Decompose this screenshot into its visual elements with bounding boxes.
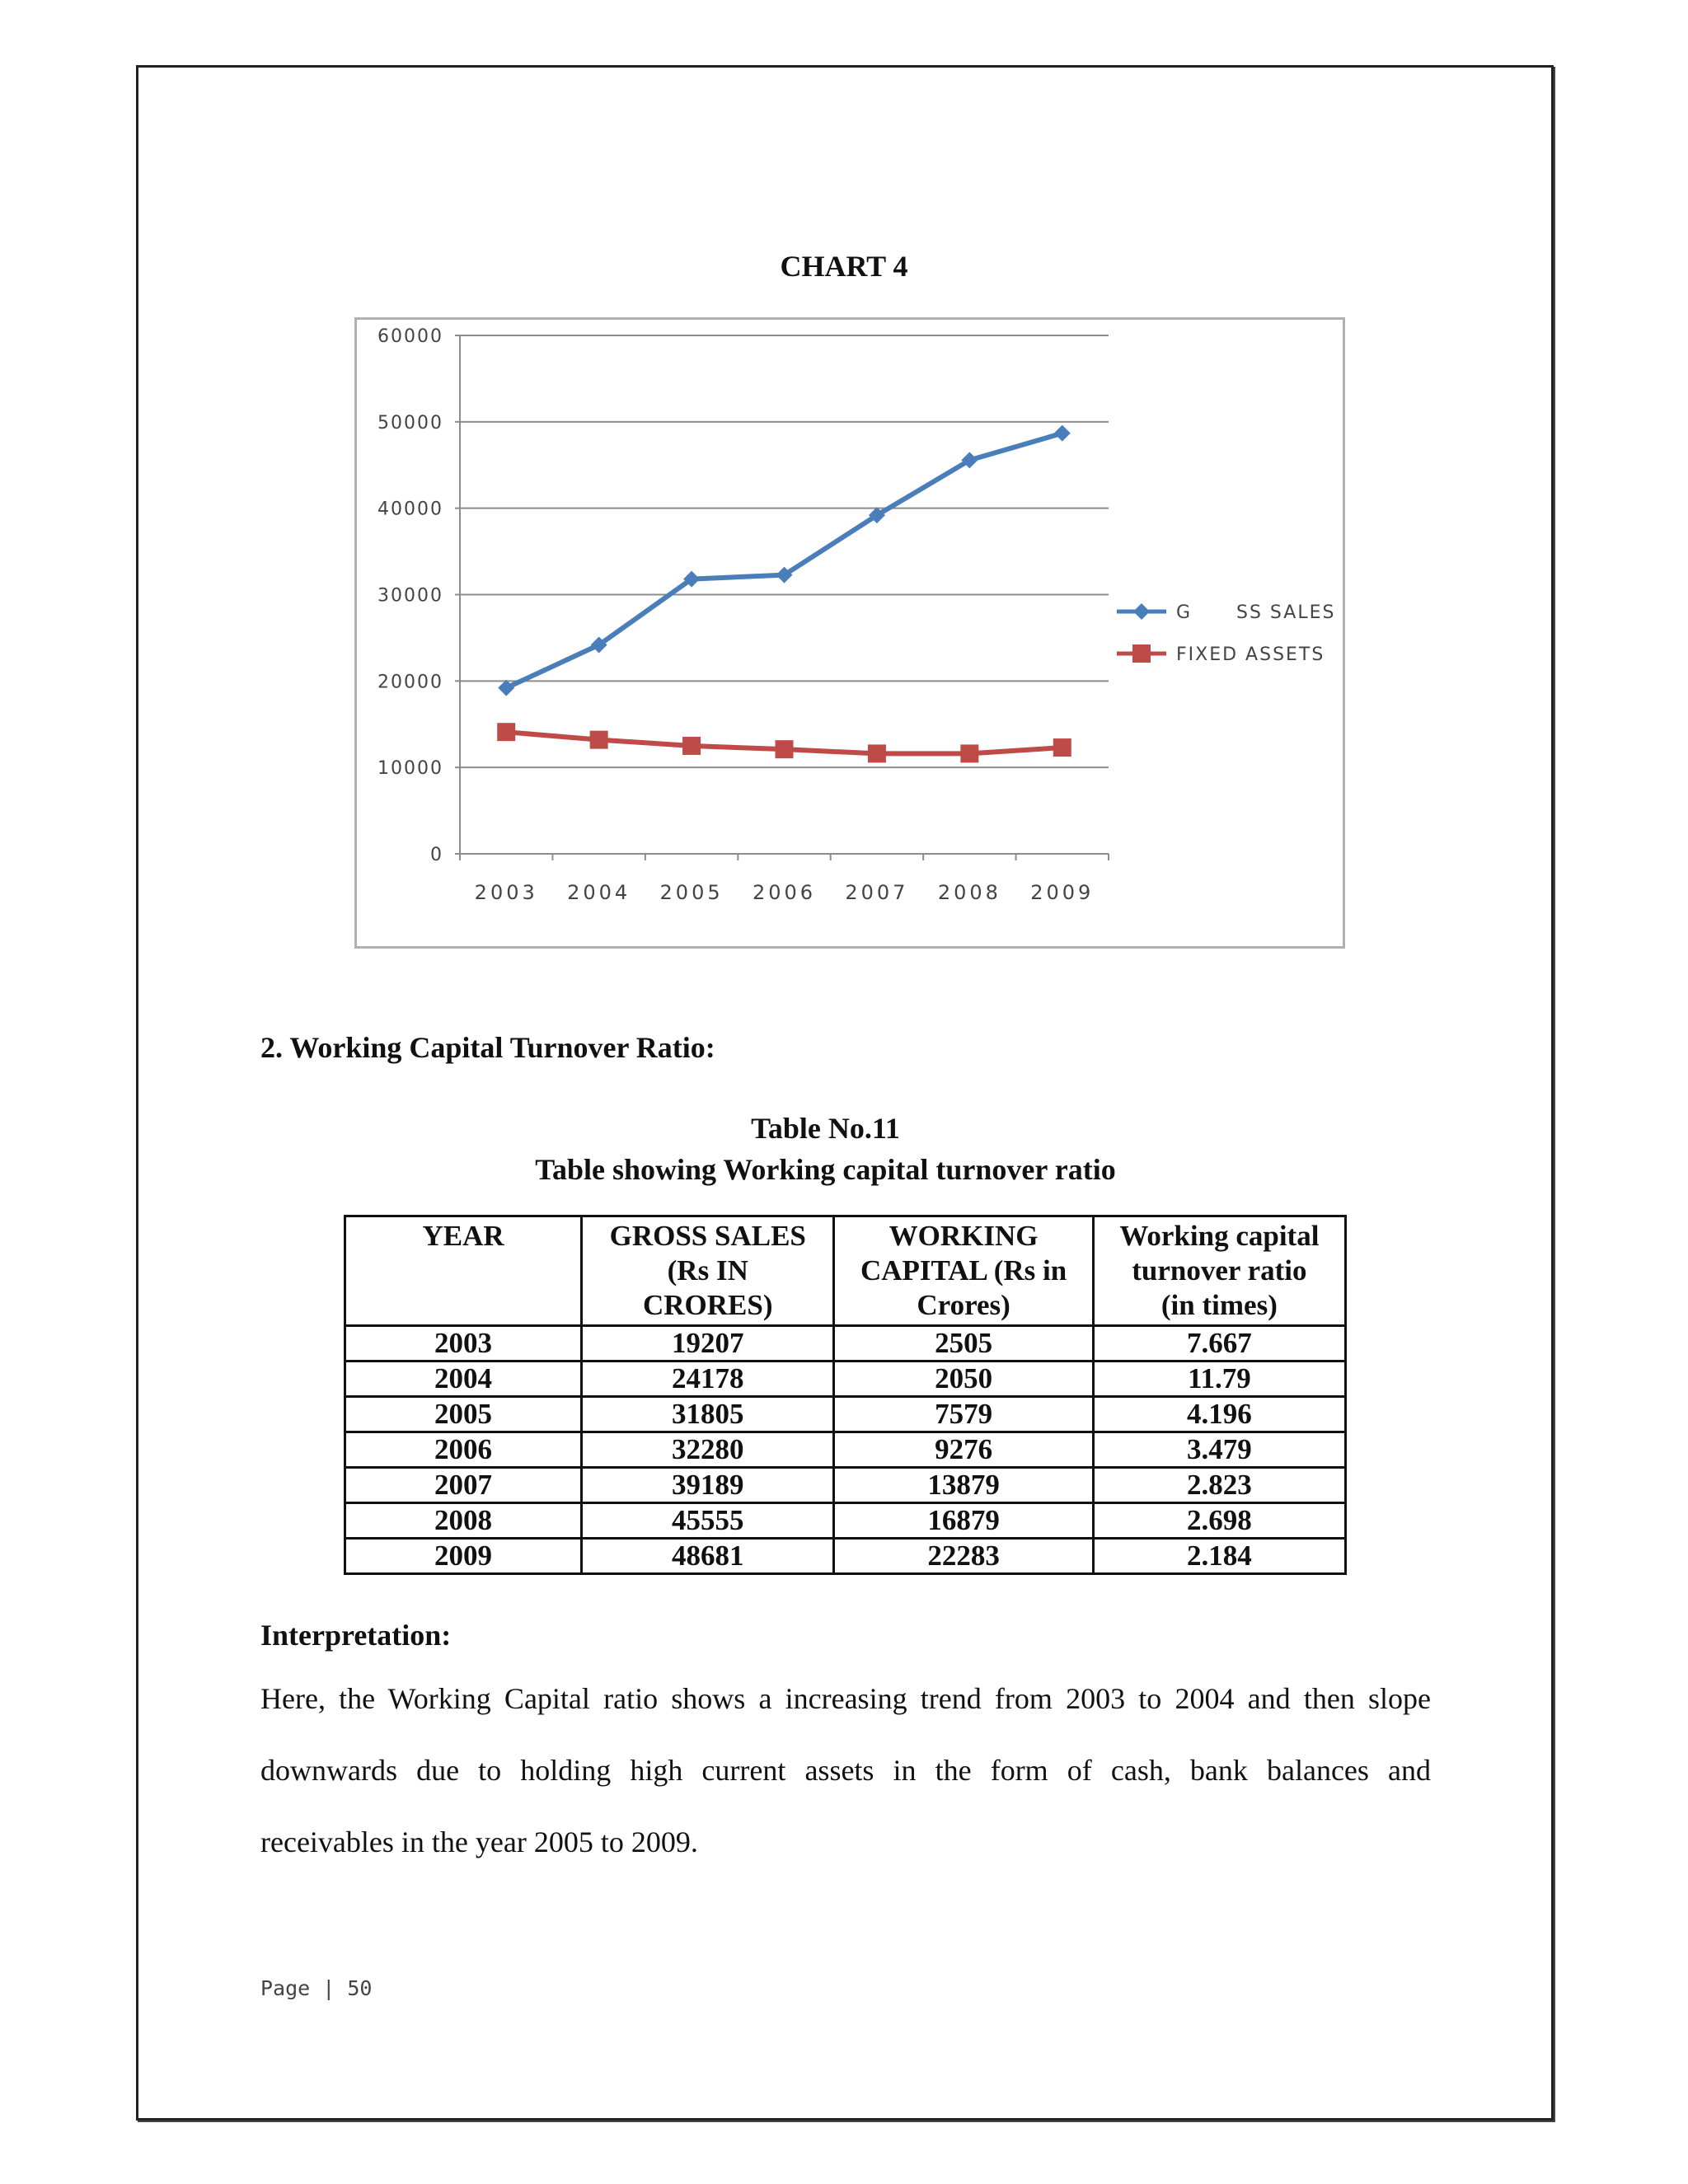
data-point-series-1 [1054, 425, 1071, 442]
table-caption: Table showing Working capital turnover ratio [535, 1153, 1116, 1186]
cell-working-capital: 2505 [834, 1326, 1093, 1361]
cell-gross-sales: 32280 [582, 1432, 834, 1468]
x-tick-label: 2003 [474, 881, 538, 904]
header-year: YEAR [345, 1216, 582, 1326]
working-capital-table [344, 1215, 1347, 1575]
chart-heading: CHART 4 [780, 250, 908, 283]
y-tick-label: 30000 [377, 585, 443, 607]
section-heading: 2. Working Capital Turnover Ratio: [260, 1031, 715, 1064]
y-tick-label: 50000 [377, 412, 443, 434]
data-point-series-2 [682, 737, 701, 755]
x-tick-label: 2009 [1030, 881, 1095, 904]
cell-working-capital: 2050 [834, 1361, 1093, 1397]
cell-turnover-ratio: 7.667 [1093, 1326, 1345, 1361]
table-header-row [345, 1216, 1346, 1326]
table-row [345, 1468, 1346, 1503]
cell-gross-sales: 31805 [582, 1397, 834, 1432]
cell-year: 2008 [345, 1503, 582, 1539]
x-tick-label: 2008 [937, 881, 1001, 904]
header-gross-sales: GROSS SALES (Rs IN CRORES) [582, 1216, 834, 1326]
interpretation-heading: Interpretation: [260, 1619, 452, 1652]
cell-year: 2009 [345, 1539, 582, 1574]
interpretation-line-2: downwards due to holding high current assets in the form of cash, bank balances and [260, 1754, 1431, 1787]
page-number: Page | 50 [260, 1976, 373, 2000]
cell-turnover-ratio: 2.698 [1093, 1503, 1345, 1539]
x-tick-label: 2007 [845, 881, 909, 904]
table-row [345, 1397, 1346, 1432]
interpretation-line-3: receivables in the year 2005 to 2009. [260, 1825, 698, 1858]
cell-turnover-ratio: 4.196 [1093, 1397, 1345, 1432]
cell-turnover-ratio: 2.184 [1093, 1539, 1345, 1574]
table-row [345, 1326, 1346, 1361]
cell-gross-sales: 48681 [582, 1539, 834, 1574]
cell-working-capital: 16879 [834, 1503, 1093, 1539]
y-tick-label: 40000 [377, 499, 443, 520]
legend-label-2: FIXED ASSETS [1176, 644, 1325, 665]
legend-label-1: G SS SALES [1176, 602, 1336, 623]
legend-marker-1 [1133, 603, 1150, 620]
cell-gross-sales: 24178 [582, 1361, 834, 1397]
data-point-series-2 [868, 744, 886, 762]
y-tick-label: 10000 [377, 758, 443, 780]
x-tick-label: 2004 [567, 881, 631, 904]
cell-year: 2004 [345, 1361, 582, 1397]
cell-working-capital: 7579 [834, 1397, 1093, 1432]
cell-working-capital: 22283 [834, 1539, 1093, 1574]
cell-year: 2006 [345, 1432, 582, 1468]
header-turnover-ratio: Working capital turnover ratio (in times) [1093, 1216, 1345, 1326]
x-tick-label: 2006 [752, 881, 817, 904]
cell-gross-sales: 39189 [582, 1468, 834, 1503]
interpretation-line-1: Here, the Working Capital ratio shows a increasing trend from 2003 to 2004 and then slope [260, 1682, 1431, 1715]
cell-year: 2005 [345, 1397, 582, 1432]
data-point-series-2 [960, 744, 978, 762]
y-tick-label: 0 [430, 845, 443, 865]
data-point-series-2 [497, 723, 515, 741]
table-number: Table No.11 [751, 1112, 900, 1145]
cell-turnover-ratio: 3.479 [1093, 1432, 1345, 1468]
data-point-series-2 [590, 731, 608, 749]
legend-marker-2 [1132, 644, 1151, 663]
line-chart [354, 317, 1345, 949]
data-point-series-2 [776, 740, 794, 758]
cell-turnover-ratio: 11.79 [1093, 1361, 1345, 1397]
cell-year: 2003 [345, 1326, 582, 1361]
cell-gross-sales: 19207 [582, 1326, 834, 1361]
cell-year: 2007 [345, 1468, 582, 1503]
table-row [345, 1503, 1346, 1539]
x-tick-label: 2005 [659, 881, 724, 904]
cell-working-capital: 9276 [834, 1432, 1093, 1468]
y-tick-label: 20000 [377, 672, 443, 693]
table-row [345, 1539, 1346, 1574]
cell-working-capital: 13879 [834, 1468, 1093, 1503]
data-point-series-1 [498, 680, 514, 696]
cell-turnover-ratio: 2.823 [1093, 1468, 1345, 1503]
table-row [345, 1432, 1346, 1468]
cell-gross-sales: 45555 [582, 1503, 834, 1539]
data-point-series-2 [1053, 738, 1071, 757]
header-working-capital: WORKING CAPITAL (Rs in Crores) [834, 1216, 1093, 1326]
table-row [345, 1361, 1346, 1397]
series-line-1 [506, 434, 1062, 688]
y-tick-label: 60000 [377, 326, 443, 347]
